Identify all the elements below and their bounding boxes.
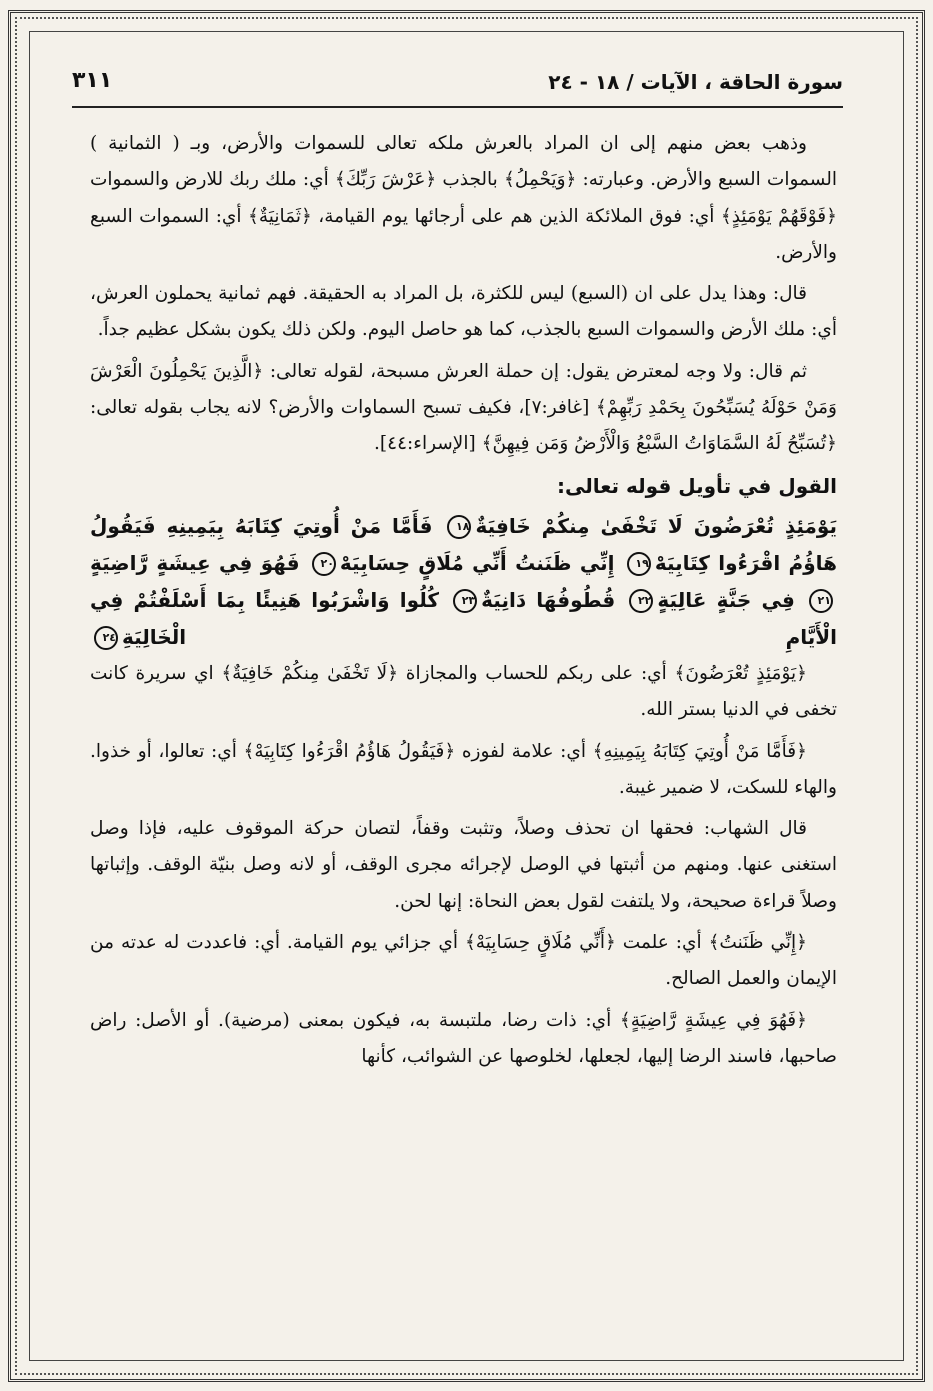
quran-verses: [90, 508, 837, 656]
ayah-number-marker: ٢٠: [312, 552, 336, 576]
ayah-number-marker: ٢٢: [629, 589, 653, 613]
verse-text: فِي جَنَّةٍ عَالِيَةٍ: [657, 587, 795, 612]
verse-text: فَأَمَّا مَنْ أُوتِيَ كِتَابَهُ بِيَمِينِهِ فَيَقُولُ هَاؤُمُ اقْرَءُوا كِتَابِيَهْ: [90, 513, 838, 575]
verse-text: إِنِّي ظَنَنتُ أَنِّي مُلَاقٍ حِسَابِيَهْ: [339, 550, 615, 575]
page-body: [90, 126, 837, 1361]
ayah-number-marker: ٢٤: [94, 626, 118, 650]
ayah-number-marker: ٢١: [809, 589, 833, 613]
section-heading: القول في تأويل قوله تعالى:: [557, 473, 837, 498]
commentary-paragraph: ﴿يَوْمَئِذٍ تُعْرَضُونَ﴾ أي: على ربكم للحساب والمجازاة ﴿لَا تَخْفَىٰ مِنكُمْ خَافِيَةٌ﴾ اي سريرة كانت تخفى في الدنيا بستر الله.: [90, 662, 837, 721]
paragraph: وذهب بعض منهم إلى ان المراد بالعرش ملكه تعالى للسموات والأرض، وبـ ( الثمانية ) السموات السبع والأرض. وعبارته: ﴿وَيَحْمِلُ﴾ بالجذب ﴿عَرْشَ رَبِّكَ﴾ أي: ملك ربك للارض والسموات ﴿فَوْقَهُمْ يَوْمَئِذٍ﴾ أي: فوق الملائكة الذين هم على أرجائها يوم القيامة، ﴿ثَمَانِيَةٌ﴾ أي: السموات السبع والأرض.: [90, 133, 837, 263]
verse-text: يَوْمَئِذٍ تُعْرَضُونَ لَا تَخْفَىٰ مِنكُمْ خَافِيَةٌ: [475, 513, 837, 538]
commentary-paragraph: ﴿فَهُوَ فِي عِيشَةٍ رَّاضِيَةٍ﴾ أي: ذات رضا، ملتبسة به، فيكون بمعنى (مرضية). أو الأصل: راض صاحبها، فاسند الرضا إليها، لجعلها، لخلوصها عن الشوائب، كأنها: [90, 1009, 837, 1067]
verse-text: قُطُوفُهَا دَانِيَةٌ: [481, 587, 616, 612]
page-number: ٣١١: [72, 68, 113, 93]
commentary-paragraph: ﴿إِنِّي ظَنَنتُ﴾ أي: علمت ﴿أَنِّي مُلَاقٍ حِسَابِيَهْ﴾ أي جزائي يوم القيامة. أي: فاعددت له عدته من الإيمان والعمل الصالح.: [90, 932, 837, 990]
ayah-number-marker: ١٨: [447, 515, 471, 539]
ayah-number-marker: ٢٣: [453, 589, 477, 613]
verse-text: كُلُوا وَاشْرَبُوا هَنِيئًا بِمَا أَسْلَفْتُمْ فِي الْأَيَّامِ الْخَالِيَةِ: [90, 587, 837, 649]
page-header: [72, 66, 843, 108]
commentary-paragraph: ﴿فَأَمَّا مَنْ أُوتِيَ كِتَابَهُ بِيَمِينِهِ﴾ أي: علامة لفوزه ﴿فَيَقُولُ هَاؤُمُ اقْرَءُوا كِتَابِيَهْ﴾ أي: تعالوا، أو خذوا. والهاء للسكت، لا ضمير غيبة.: [90, 740, 837, 798]
ayah-number-marker: ١٩: [627, 552, 651, 576]
verse-text: فَهُوَ فِي عِيشَةٍ رَّاضِيَةٍ: [90, 550, 300, 575]
commentary-paragraph: قال الشهاب: فحقها ان تحذف وصلاً، وتثبت وقفاً، لتصان حركة الموقوف عليه، فإذا وصل استغنى عنها. ومنهم من أثبتها في الوصل لإجرائه مجرى الوقف، أو لانه وصل بنيّة الوقف. وإثباتها وصلاً قراءة صحيحة، ولا يلتفت لقول بعض النحاة: إنها لحن.: [90, 818, 837, 912]
paragraph: ثم قال: ولا وجه لمعترض يقول: إن حملة العرش مسبحة، لقوله تعالى: ﴿الَّذِينَ يَحْمِلُونَ الْعَرْشَ وَمَنْ حَوْلَهُ يُسَبِّحُونَ بِحَمْدِ رَبِّهِمْ﴾ [غافر:٧]، فكيف تسبح السماوات والأرض؟ لانه يجاب بقوله تعالى: ﴿تُسَبِّحُ لَهُ السَّمَاوَاتُ السَّبْعُ وَالْأَرْضُ وَمَن فِيهِنَّ﴾ [الإسراء:٤٤].: [90, 360, 837, 455]
paragraph: قال: وهذا يدل على ان (السبع) ليس للكثرة، بل المراد به الحقيقة. فهم ثمانية يحملون العرش، أي: ملك الأرض والسموات السبع بالجذب، كما هو حاصل اليوم. ولكن ذلك يكون بشكل عظيم جداً.: [90, 283, 837, 341]
surah-title: سورة الحاقة ، الآيات / ١٨ - ٢٤: [548, 70, 843, 94]
